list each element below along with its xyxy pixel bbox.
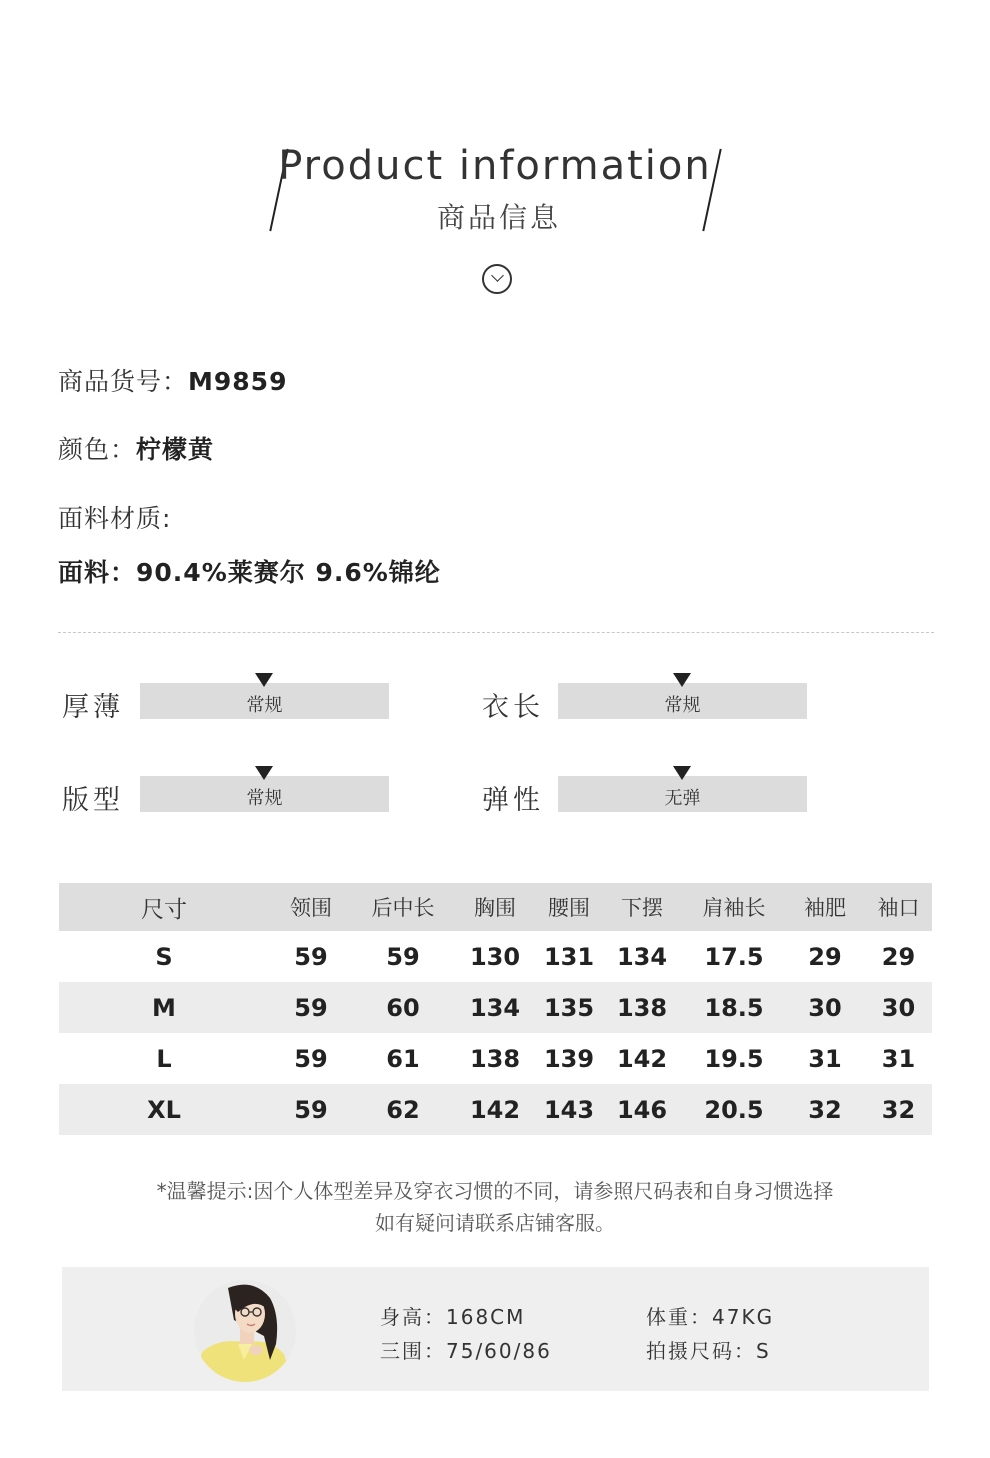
fabric-label: 面料： [58, 558, 137, 587]
table-cell: 31 [808, 1044, 842, 1073]
sku-label: 商品货号： [58, 367, 189, 396]
table-cell: 142 [453, 1084, 537, 1135]
table-cell: 138 [601, 982, 683, 1033]
table-cell: 135 [537, 982, 601, 1033]
table-cell: 29 [808, 942, 842, 971]
table-cell: 62 [353, 1084, 453, 1135]
table-cell: 59 [294, 1044, 328, 1073]
attr-value-fit: 常规 [246, 788, 283, 809]
attr-label-fit: 版型 [62, 785, 124, 816]
table-row [59, 1084, 932, 1135]
attr-value-elasticity: 无弹 [664, 788, 701, 809]
sku-value: M9859 [188, 367, 288, 396]
table-cell: 20.5 [683, 1084, 785, 1135]
table-header-cell: 胸围 [453, 883, 537, 931]
table-row [59, 931, 932, 982]
table-cell: 143 [537, 1084, 601, 1135]
fabric-value: 90.4%莱赛尔 9.6%锦纶 [136, 558, 441, 587]
table-cell: 59 [269, 982, 353, 1033]
model-weight: 体重：47KG [646, 1305, 775, 1329]
table-cell: XL [59, 1084, 269, 1135]
attr-bar-length [558, 683, 807, 719]
color-value: 柠檬黄 [136, 435, 215, 464]
table-header-row [59, 883, 932, 931]
table-cell: 30 [865, 982, 932, 1033]
attr-label-thickness: 厚薄 [62, 692, 124, 723]
model-measurements: 三围：75/60/86 [380, 1339, 552, 1363]
indicator-triangle-icon [673, 766, 691, 780]
indicator-triangle-icon [255, 766, 273, 780]
sku-row [58, 362, 287, 398]
table-header-cell: 袖口 [865, 883, 932, 931]
size-table [59, 883, 932, 1135]
table-cell: 17.5 [704, 942, 764, 971]
table-cell: S [155, 942, 173, 971]
table-cell: 131 [543, 942, 595, 971]
model-height: 身高：168CM [380, 1305, 526, 1329]
attr-value-length: 常规 [664, 695, 701, 716]
table-cell: 146 [601, 1084, 683, 1135]
tip-line-2: 如有疑问请联系店铺客服。 [375, 1211, 615, 1235]
table-cell: 134 [616, 942, 668, 971]
color-label: 颜色： [58, 435, 137, 464]
model-avatar [194, 1280, 296, 1382]
table-cell: 29 [881, 942, 916, 971]
table-cell: 59 [386, 942, 420, 971]
table-cell: 30 [785, 982, 865, 1033]
attr-bar-elasticity [558, 776, 807, 812]
table-cell: 130 [469, 942, 521, 971]
table-cell: 139 [543, 1044, 595, 1073]
table-cell: 60 [353, 982, 453, 1033]
table-cell: 18.5 [683, 982, 785, 1033]
table-row [59, 1033, 932, 1084]
table-header-cell: 尺寸 [59, 883, 269, 931]
table-header-cell: 腰围 [537, 883, 601, 931]
table-cell: 32 [865, 1084, 932, 1135]
model-size: 拍摄尺码：S [646, 1339, 771, 1363]
fabric-row [58, 553, 441, 589]
tip-line-1: *温馨提示:因个人体型差异及穿衣习惯的不同，请参照尺码表和自身习惯选择 [156, 1179, 834, 1203]
indicator-triangle-icon [673, 673, 691, 687]
attr-bar-fit [140, 776, 389, 812]
table-cell: 59 [294, 942, 328, 971]
table-header-cell: 袖肥 [785, 883, 865, 931]
table-cell: 19.5 [704, 1044, 764, 1073]
title-english: Product information [278, 143, 712, 189]
chevron-down-circle-icon [482, 264, 512, 294]
table-header-cell: 后中长 [353, 883, 453, 931]
table-cell: 61 [386, 1044, 420, 1073]
table-cell: 59 [269, 1084, 353, 1135]
table-cell: 138 [469, 1044, 521, 1073]
table-header-cell: 领围 [269, 883, 353, 931]
attr-bar-thickness [140, 683, 389, 719]
attr-label-elasticity: 弹性 [482, 785, 544, 816]
attr-value-thickness: 常规 [246, 695, 283, 716]
title-chinese: 商品信息 [436, 201, 561, 234]
table-header-cell: 下摆 [601, 883, 683, 931]
table-cell: 32 [785, 1084, 865, 1135]
color-row [58, 430, 214, 466]
divider [58, 632, 934, 633]
table-header-cell: 肩袖长 [683, 883, 785, 931]
table-row [59, 982, 932, 1033]
material-label: 面料材质: [58, 504, 172, 533]
table-cell: 142 [616, 1044, 668, 1073]
attr-label-length: 衣长 [482, 692, 544, 723]
table-cell: 31 [881, 1044, 916, 1073]
table-cell: 134 [453, 982, 537, 1033]
table-cell: M [59, 982, 269, 1033]
table-cell: L [156, 1044, 172, 1073]
indicator-triangle-icon [255, 673, 273, 687]
